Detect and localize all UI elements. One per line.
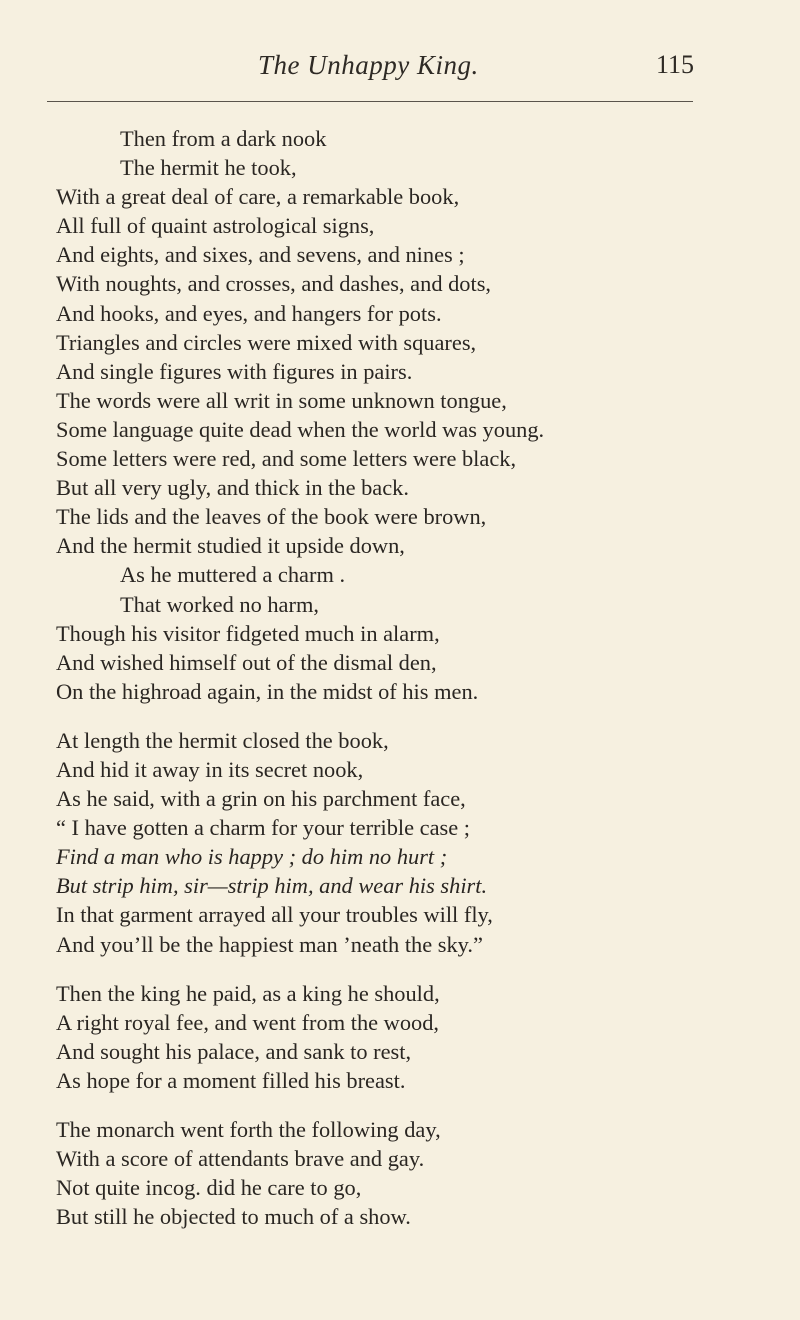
stanza-gap: [56, 959, 756, 979]
poem-line: The hermit he took,: [120, 155, 297, 181]
poem-line: But still he objected to much of a show.: [56, 1204, 411, 1230]
poem-line: And single figures with figures in pairs.: [56, 358, 413, 384]
poem-line: Some letters were red, and some letters were black,: [56, 446, 517, 472]
poem-line: Then from a dark nook: [120, 126, 327, 151]
poem-line: A right royal fee, and went from the wood,: [56, 1009, 440, 1035]
poem-line: But all very ugly, and thick in the back.: [56, 475, 409, 501]
poem-line: With a score of attendants brave and gay.: [56, 1146, 425, 1172]
poem-line: And hid it away in its secret nook,: [56, 756, 364, 782]
poem-text: [56, 124, 756, 1231]
poem-line: With a great deal of care, a remarkable book,: [56, 184, 460, 210]
stanza-2: [56, 726, 756, 959]
poem-line: And the hermit studied it upside down,: [56, 533, 405, 559]
poem-line: Not quite incog. did he care to go,: [56, 1175, 362, 1201]
poem-line: Some language quite dead when the world was young.: [56, 416, 545, 442]
poem-line: And hooks, and eyes, and hangers for pots.: [56, 300, 442, 326]
poem-line: As hope for a moment filled his breast.: [56, 1067, 406, 1093]
poem-line: As he said, with a grin on his parchment face,: [56, 786, 466, 812]
poem-line-italic: Find a man who is happy ; do him no hurt ;: [56, 844, 448, 870]
poem-line: All full of quaint astrological signs,: [56, 213, 375, 239]
poem-line: And you’ll be the happiest man ’neath the sky.”: [56, 931, 483, 957]
poem-line: Triangles and circles were mixed with squares,: [56, 329, 477, 355]
poem-line: The words were all writ in some unknown tongue,: [56, 387, 507, 413]
stanza-1: [56, 124, 756, 706]
poem-line-italic: But strip him, sir—strip him, and wear his shirt.: [56, 873, 488, 899]
poem-line: That worked no harm,: [120, 591, 319, 617]
stanza-gap: [56, 1095, 756, 1115]
poem-line: And eights, and sixes, and sevens, and nines ;: [56, 242, 465, 268]
page-number: 115: [656, 50, 695, 79]
poem-line: And sought his palace, and sank to rest,: [56, 1038, 412, 1064]
poem-line: The monarch went forth the following day,: [56, 1117, 441, 1142]
running-title: The Unhappy King.: [258, 50, 479, 80]
stanza-gap: [56, 706, 756, 726]
running-head: [0, 40, 800, 90]
poem-line: In that garment arrayed all your troubles will fly,: [56, 902, 493, 928]
poem-line: “ I have gotten a charm for your terrible case ;: [56, 815, 471, 841]
poem-line: Then the king he paid, as a king he should,: [56, 980, 440, 1006]
poem-line: Though his visitor fidgeted much in alarm,: [56, 620, 440, 646]
stanza-4: [56, 1115, 756, 1231]
poem-line: At length the hermit closed the book,: [56, 727, 389, 753]
poem-line: The lids and the leaves of the book were brown,: [56, 504, 487, 530]
poem-line: And wished himself out of the dismal den,: [56, 649, 437, 675]
poem-line: As he muttered a charm .: [120, 562, 346, 588]
poem-line: On the highroad again, in the midst of his men.: [56, 678, 479, 704]
stanza-3: [56, 979, 756, 1095]
poem-line: With noughts, and crosses, and dashes, and dots,: [56, 271, 492, 297]
header-rule: [47, 101, 693, 102]
